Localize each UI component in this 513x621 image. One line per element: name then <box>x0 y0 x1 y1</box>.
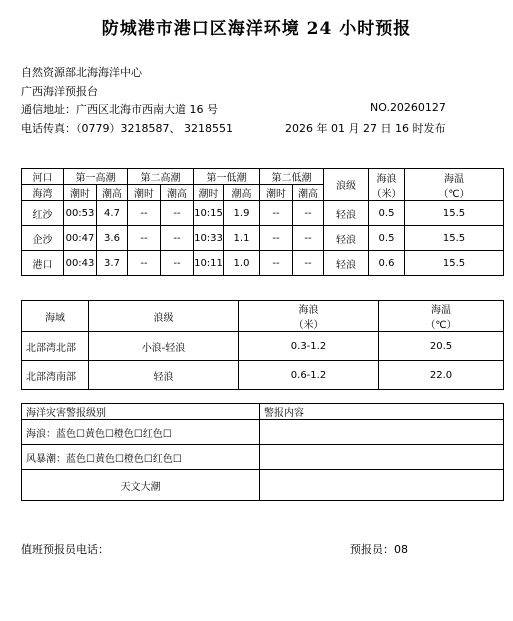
station-name: 港口 <box>22 251 64 276</box>
tide-height: -- <box>293 226 324 251</box>
wave-warning-line: 海浪：蓝色☐黄色☐橙色☐红色☐ <box>22 420 260 445</box>
table-row <box>22 332 504 361</box>
header-sea-temp <box>405 169 504 201</box>
sea-area-table <box>21 300 504 390</box>
tide-height: 3.7 <box>97 251 128 276</box>
tide-height: -- <box>293 251 324 276</box>
sea-temp: 15.5 <box>405 251 504 276</box>
forecaster-id: 预报员：08 <box>350 543 408 556</box>
header-sea-temp-label: 海温 <box>444 173 464 185</box>
header-height: 潮高 <box>224 185 260 201</box>
header-wave-height-unit: （米） <box>371 188 402 200</box>
table-row <box>22 361 504 390</box>
header-sea-temp-unit: （℃） <box>425 320 457 331</box>
tide-time: 10:33 <box>194 226 224 251</box>
storm-surge-warning-content <box>260 445 504 470</box>
header-time: 潮时 <box>64 185 97 201</box>
header-first-high: 第一高潮 <box>64 169 128 185</box>
sea-temp: 15.5 <box>405 226 504 251</box>
tide-time: -- <box>128 201 161 226</box>
tide-height: 3.6 <box>97 226 128 251</box>
station-name: 企沙 <box>22 226 64 251</box>
wave-height: 0.5 <box>369 201 405 226</box>
wave-level: 轻浪 <box>89 361 239 390</box>
tide-height: 1.1 <box>224 226 260 251</box>
forecast-station: 广西海洋预报台 <box>21 85 98 98</box>
tide-time: -- <box>260 201 293 226</box>
header-wave-level: 浪级 <box>324 169 369 201</box>
wave-level: 轻浪 <box>324 201 369 226</box>
header-sea-temp <box>379 301 504 332</box>
tide-time: 10:11 <box>194 251 224 276</box>
wave-level: 轻浪 <box>324 251 369 276</box>
sea-temp: 20.5 <box>379 332 504 361</box>
tide-time: 10:15 <box>194 201 224 226</box>
wave-height: 0.5 <box>369 226 405 251</box>
astronomical-tide-content <box>260 470 504 501</box>
astronomical-tide-label: 天文大潮 <box>22 470 260 501</box>
header-wave-height-label: 海浪 <box>298 305 319 316</box>
header-height: 潮高 <box>161 185 194 201</box>
header-wave-height <box>369 169 405 201</box>
tide-time: -- <box>128 251 161 276</box>
document-number: NO.20260127 <box>370 101 446 114</box>
tide-height: 1.0 <box>224 251 260 276</box>
tide-time: 00:47 <box>64 226 97 251</box>
header-time: 潮时 <box>260 185 293 201</box>
wave-level: 小浪-轻浪 <box>89 332 239 361</box>
header-warning-level: 海洋灾害警报级别 <box>22 404 260 420</box>
sea-area-name: 北部湾北部 <box>22 332 89 361</box>
header-height: 潮高 <box>293 185 324 201</box>
tide-time: -- <box>260 226 293 251</box>
tide-height: -- <box>161 201 194 226</box>
sea-temp: 15.5 <box>405 201 504 226</box>
station-name: 红沙 <box>22 201 64 226</box>
duty-forecaster-phone: 值班预报员电话： <box>21 543 109 556</box>
table-row <box>22 251 504 276</box>
sea-temp: 22.0 <box>379 361 504 390</box>
phone-fax: 电话传真：（0779）3218587、 3218551 <box>21 122 233 135</box>
header-first-low: 第一低潮 <box>194 169 260 185</box>
header-wave-height-unit: （米） <box>293 320 324 331</box>
table-row <box>22 226 504 251</box>
page-title: 防城港市港口区海洋环境 24 小时预报 <box>101 19 412 39</box>
header-sea-temp-label: 海温 <box>431 305 451 316</box>
tide-time: -- <box>128 226 161 251</box>
header-location: 河口 <box>22 169 64 185</box>
header-sea-temp-unit: （℃） <box>438 188 470 200</box>
storm-surge-warning-line: 风暴潮：蓝色☐黄色☐橙色☐红色☐ <box>22 445 260 470</box>
sea-area-name: 北部湾南部 <box>22 361 89 390</box>
tide-height: 1.9 <box>224 201 260 226</box>
header-second-low: 第二低潮 <box>260 169 324 185</box>
wave-level: 轻浪 <box>324 226 369 251</box>
tide-time: 00:43 <box>64 251 97 276</box>
wave-height: 0.6-1.2 <box>239 361 379 390</box>
warning-table <box>21 403 504 501</box>
mailing-address: 通信地址：广西区北海市西南大道 16 号 <box>21 103 218 116</box>
tide-height: -- <box>161 251 194 276</box>
tide-height: -- <box>161 226 194 251</box>
header-wave-height-label: 海浪 <box>376 173 397 185</box>
issue-time: 2026 年 01 月 27 日 16 时发布 <box>285 122 446 135</box>
org-name: 自然资源部北海海洋中心 <box>21 66 142 79</box>
header-second-high: 第二高潮 <box>128 169 194 185</box>
wave-height: 0.6 <box>369 251 405 276</box>
header-time: 潮时 <box>194 185 224 201</box>
table-row <box>22 201 504 226</box>
wave-height: 0.3-1.2 <box>239 332 379 361</box>
tide-height: 4.7 <box>97 201 128 226</box>
header-wave-height <box>239 301 379 332</box>
tide-time: -- <box>260 251 293 276</box>
header-warning-content: 警报内容 <box>260 404 504 420</box>
header-wave-level: 浪级 <box>89 301 239 332</box>
wave-warning-content <box>260 420 504 445</box>
tide-height: -- <box>293 201 324 226</box>
tide-table <box>21 168 504 276</box>
tide-time: 00:53 <box>64 201 97 226</box>
header-time: 潮时 <box>128 185 161 201</box>
header-area: 海湾 <box>22 185 64 201</box>
header-height: 潮高 <box>97 185 128 201</box>
header-sea-area: 海域 <box>22 301 89 332</box>
